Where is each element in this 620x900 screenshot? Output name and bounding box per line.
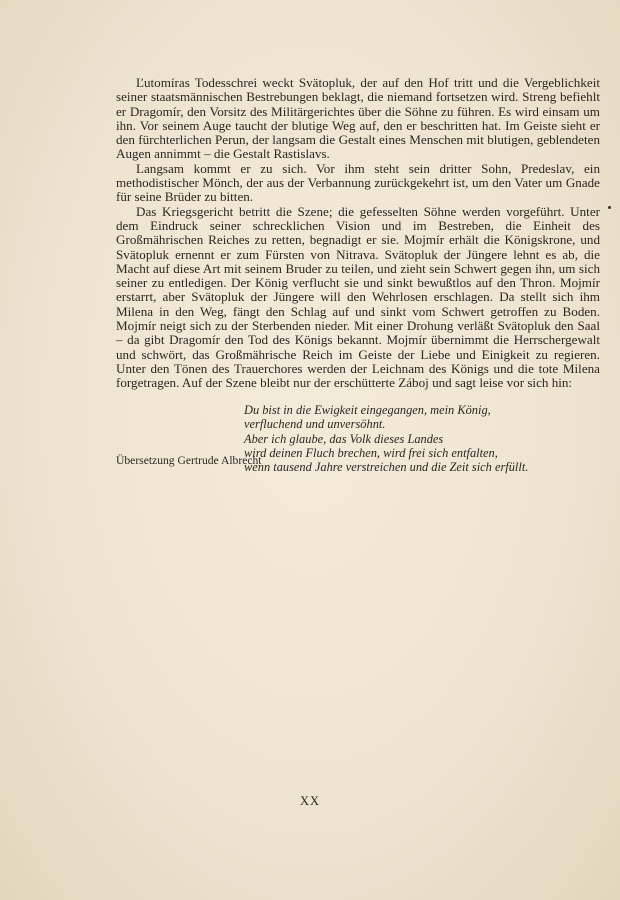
paragraph-1: Ľutomíras Todesschrei weckt Svätopluk, der auf den Hof tritt und die Vergeblichkeit seiner staatsmännischen Bestrebungen beklagt, die niemand fortsetzen wird. Streng befiehlt er Dragomír, den Vorsitz des Militärgerichtes über die Söhne zu führen. Es wird einsam um ihn. Vor seinem Auge taucht der blutige Weg auf, den er beschritten hat. Im Geiste sieht er den fürchterlichen Perun, der langsam die Gestalt eines Menschen mit blutigen, geblendeten Augen annimmt – die Gestalt Rastislavs. xyxy=(116,75,600,162)
poem-line-1: Du bist in die Ewigkeit eingegangen, mein König, xyxy=(244,403,491,417)
page-number: XX xyxy=(299,794,321,808)
poem-line-5: wenn tausend Jahre verstreichen und die Zeit sich erfüllt. xyxy=(244,460,529,475)
body-text xyxy=(116,76,600,391)
poem-verse xyxy=(244,403,544,474)
translation-credit: Übersetzung Gertrude Albrecht xyxy=(116,454,262,467)
poem-line-2: verfluchend und unversöhnt. xyxy=(244,417,386,432)
poem-line-4: wird deinen Fluch brechen, wird frei sich entfalten, xyxy=(244,445,498,460)
paragraph-3: Das Kriegsgericht betritt die Szene; die gefesselten Söhne werden vorgeführt. Unter dem Eindruck seiner schrecklichen Vision und im Bestreben, die Einheit des Großmährischen Reiches zu retten, begnadigt er sie. Mojmír erhält die Königskrone, und Svätopluk ernennt er zum Fürsten von Nitrava. Svätopluk der Jüngere lehnt es ab, die Macht auf diese Art mit seinem Bruder zu teilen, und zieht sein Schwert gegen ihn, um sich seiner zu entledigen. Der König verflucht sie und sinkt bewußtlos auf den Thron. Mojmír erstarrt, aber Svätopluk der Jüngere will den Wehrlosen erschlagen. Da stellt sich ihm Milena in den Weg, fängt den Schlag auf und sinkt vom Schwert getroffen zu Boden. Mojmír neigt sich zu der Sterbenden nieder. Mit einer Drohung verläßt Svätopluk den Saal – da gibt Dragomír den Tod des Königs bekannt. Mojmír übernimmt die Herrschergewalt und schwört, das Großmährische Reich im Geiste der Liebe und Einigkeit zu regieren. Unter den Tönen des Trauerchores werden der Leichnam des Königs und die tote Milena forgetragen. Auf der Szene bleibt nur der erschütterte Zábој und sagt leise vor sich hin: xyxy=(116,203,600,391)
paragraph-2: Langsam kommt er zu sich. Vor ihm steht sein dritter Sohn, Predeslav, ein methodistischer Mönch, der aus der Verbannung zurückgekehrt ist, um den Vater um Gnade für seine Brüder zu bitten. xyxy=(116,160,600,205)
poem-line-3: Aber ich glaube, das Volk dieses Landes xyxy=(244,431,444,446)
margin-dot xyxy=(608,206,611,209)
